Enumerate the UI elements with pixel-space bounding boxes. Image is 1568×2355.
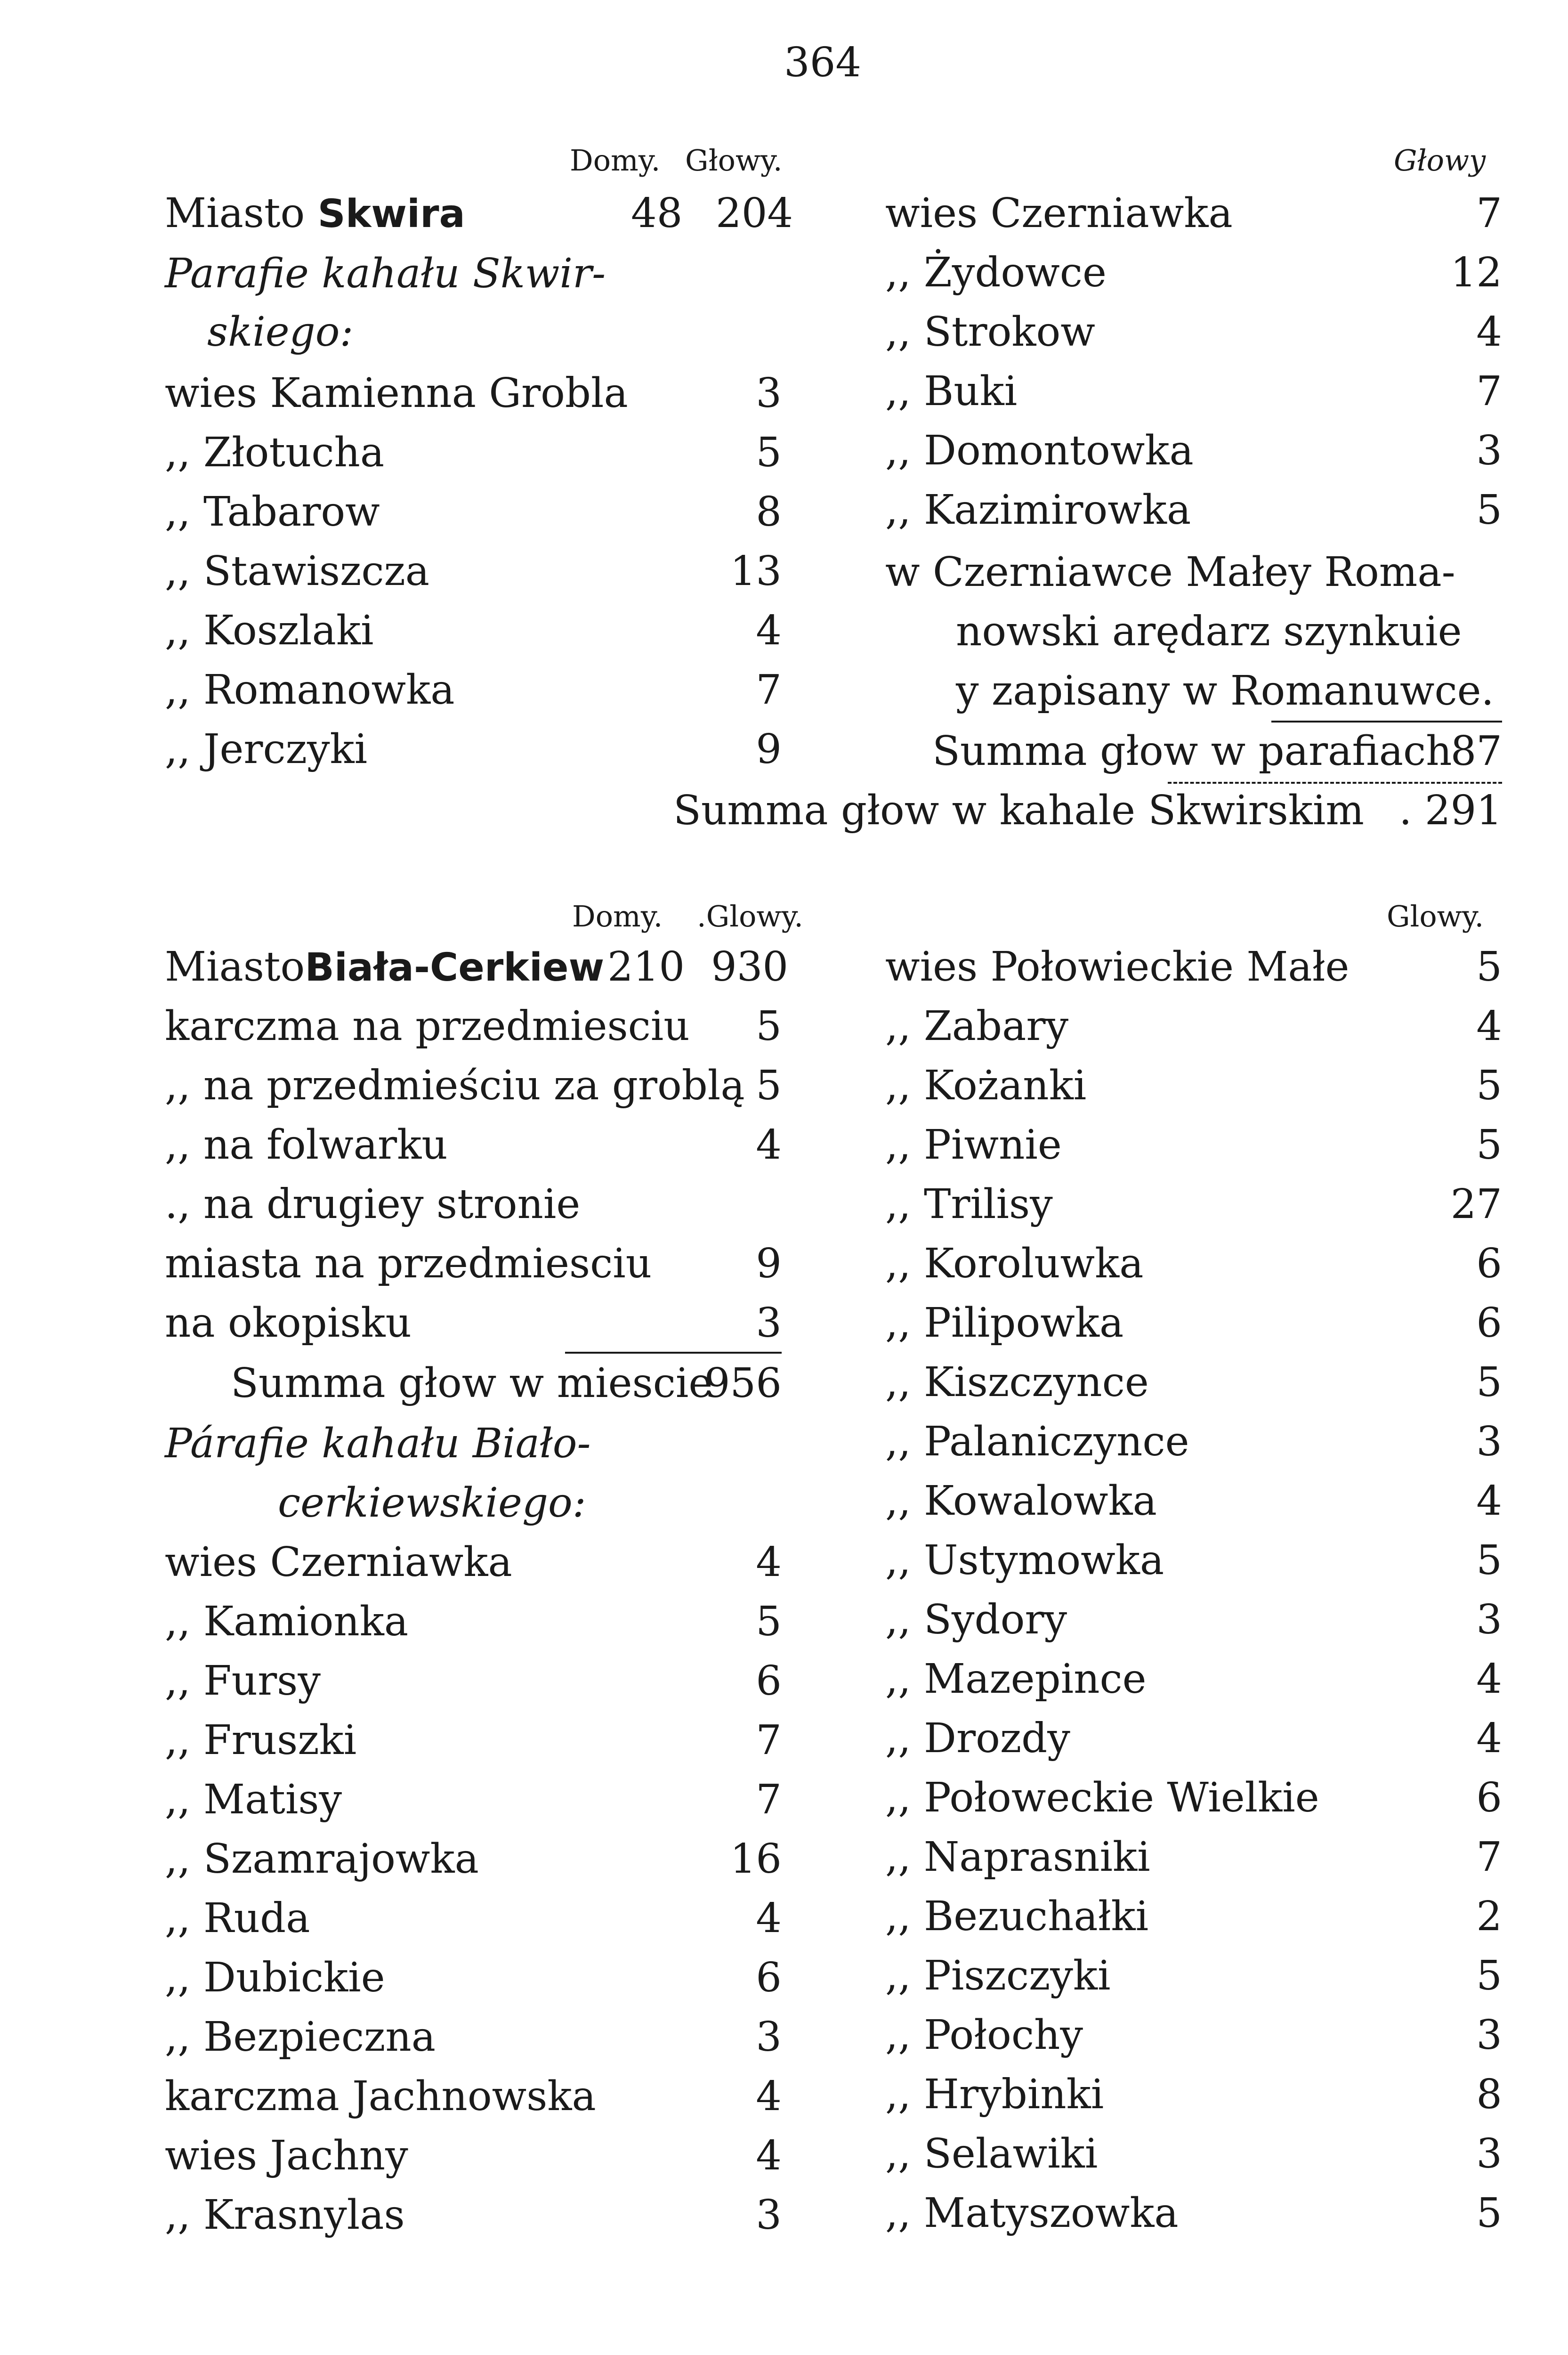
town-prefix: Miasto [165, 943, 305, 991]
document-page: 364 Domy. Głowy. Głowy Miasto Skwira 48 204 Parafie kahału Skwir- skiego: wies Kamienna Grobla 3 ,, Złotucha 5 ,, Tabarow 8 ,, Stawiszcza 13 ,, Koszlaki 4 ,, Romanowka 7 ,, Jerczyki 9 wies Czerniawka 7 ,, Żydowce 12 ,, Strokow 4 ,, Buki 7 ,, Domontowka 3 ,, Kazimirowka 5 w Czerniawce Małey Roma- nowski arędarz szynkuie y zapisany w Romanuwce. Summa głow w parafiach 87 Summa głow w kahale Skwirskim . 291 Domy. .Glowy. Glowy. MiastoBiała-Cerkiew 210 930 karczma na przedmiesciu 5 ,, na przedmieściu za groblą 5 ,, na folwarku 4 ., na drugiey stronie miasta na przedmiesciu 9 na okopisku 3 Summa głow w miescie 956 Párafie kahału Biało- cerkiewskiego: wies Czerniawka 4 ,, Kamionka 5 ,, Fursy 6 ,, Fruszki 7 ,, Matisy 7 ,, Szamrajowka 16 ,, Ruda 4 ,, Dubickie 6 ,, Bezpieczna 3 karczma Jachnowska 4 wies Jachny 4 ,, Krasnylas 3 wies Połowieckie Małe 5 ,, Zabary 4 ,, Kożanki 5 ,, Piwnie 5 ,, Trilisy 27 ,, Koroluwka 6 ,, Pilipowka 6 ,, Kiszczynce 5 ,, Palaniczynce 3 ,, Kowalowka 4 ,, Ustymowka 5 ,, Sydory 3 ,, Mazepince 4 ,, Drozdy 4 ,, Połoweckie Wielkie 6 ,, Naprasniki 7 ,, Bezuchałki 2 ,, Piszczyki 5 ,, Połochy 3 ,, Hrybinki 8 ,, Selawiki 3 ,, Matyszowka 5 [0, 0, 1568, 2355]
divider-rule [1271, 721, 1502, 723]
entry-name: ,, Zabary [885, 1003, 1069, 1050]
entry-count: 4 [756, 1539, 782, 1586]
town-houses: 48 [631, 190, 683, 237]
divider-rule [1168, 782, 1502, 784]
entry-count: 6 [1476, 1774, 1502, 1821]
entry-count: 3 [1476, 427, 1502, 474]
header-glowy: .Glowy. [697, 899, 803, 934]
entry-name: ,, Ruda [165, 1895, 310, 1942]
entry-name: ,, Szamrajowka [165, 1835, 479, 1883]
town-heading [165, 190, 465, 237]
entry-name: ,, Fruszki [165, 1717, 357, 1764]
entry-name: ,, na przedmieściu za groblą [165, 1062, 745, 1109]
entry-name: wies Połowieckie Małe [885, 943, 1350, 991]
entry-name: ,, Koszlaki [165, 607, 374, 654]
sum-town-value: 956 [704, 1360, 782, 1407]
entry-count: 12 [1450, 249, 1502, 296]
entry-name: ,, Tabarow [165, 488, 380, 536]
entry-count: 6 [1476, 1299, 1502, 1347]
entry-name: wies Kamienna Grobla [165, 370, 628, 417]
entry-count: 4 [1476, 1478, 1502, 1525]
entry-count: 7 [1476, 368, 1502, 415]
header-glowy-right: Głowy [1394, 143, 1486, 178]
entry-count: 5 [756, 429, 782, 476]
entry-count: 27 [1450, 1181, 1502, 1228]
entry-count: 8 [756, 488, 782, 536]
entry-count: 7 [1476, 190, 1502, 237]
entry-count: 13 [730, 548, 782, 595]
entry-count: 5 [756, 1062, 782, 1109]
town-name: Skwira [317, 192, 465, 236]
sum-parishes-label: Summa głow w parafiach [932, 728, 1452, 775]
sum-kahal-value: . 291 [1399, 787, 1502, 834]
entry-count: 7 [756, 1776, 782, 1823]
entry-name: wies Jachny [165, 2132, 408, 2179]
entry-name: ,, Krasnylas [165, 2192, 405, 2239]
town-heading [165, 943, 605, 991]
parish-heading-cont: cerkiewskiego: [278, 1479, 586, 1527]
entry-count: 5 [1476, 2190, 1502, 2237]
entry-name: ,, Piszczyki [885, 1952, 1111, 1999]
entry-name: ,, Buki [885, 368, 1018, 415]
sum-parishes-value: 87 [1450, 728, 1502, 775]
note-line: y zapisany w Romanuwce. [956, 667, 1494, 715]
entry-count: 3 [1476, 1596, 1502, 1643]
entry-name: ,, Kowalowka [885, 1478, 1157, 1525]
entry-count: 5 [1476, 487, 1502, 534]
entry-name: ,, Mazepince [885, 1656, 1147, 1703]
entry-name: ., na drugiey stronie [165, 1181, 581, 1228]
entry-count: 3 [756, 370, 782, 417]
entry-name: ,, Kamionka [165, 1598, 409, 1645]
entry-name: ,, Matisy [165, 1776, 342, 1823]
entry-count: 5 [1476, 1952, 1502, 1999]
entry-count: 5 [1476, 1062, 1502, 1109]
town-heads: 204 [716, 190, 793, 237]
entry-count: 3 [756, 2192, 782, 2239]
entry-count: 3 [1476, 2012, 1502, 2059]
town-houses: 210 [607, 943, 685, 991]
entry-count: 4 [756, 1121, 782, 1169]
entry-name: ,, Koroluwka [885, 1240, 1144, 1287]
divider-rule [565, 1352, 782, 1354]
entry-name: na okopisku [165, 1299, 412, 1347]
entry-name: ,, Jerczyki [165, 726, 368, 773]
entry-name: ,, Trilisy [885, 1181, 1053, 1228]
entry-count: 4 [756, 1895, 782, 1942]
entry-name: ,, Kożanki [885, 1062, 1087, 1109]
entry-count: 7 [756, 1717, 782, 1764]
entry-name: ,, Domontowka [885, 427, 1194, 474]
entry-count: 9 [756, 726, 782, 773]
entry-count: 6 [1476, 1240, 1502, 1287]
entry-name: miasta na przedmiesciu [165, 1240, 652, 1287]
note-line: w Czerniawce Małey Roma- [885, 549, 1455, 596]
entry-name: ,, Połochy [885, 2012, 1083, 2059]
entry-name: ,, Palaniczynce [885, 1418, 1189, 1465]
sum-kahal-label: Summa głow w kahale Skwirskim [673, 787, 1364, 834]
header-domy: Domy. [570, 143, 661, 178]
entry-name: karczma na przedmiesciu [165, 1003, 690, 1050]
entry-count: 5 [756, 1598, 782, 1645]
entry-count: 4 [1476, 309, 1502, 356]
entry-count: 6 [756, 1657, 782, 1705]
entry-name: ,, Romanowka [165, 666, 455, 714]
entry-count: 2 [1476, 1893, 1502, 1940]
entry-count: 4 [756, 2132, 782, 2179]
entry-name: ,, Piwnie [885, 1121, 1062, 1169]
entry-name: ,, Żydowce [885, 249, 1107, 296]
entry-count: 5 [1476, 1359, 1502, 1406]
entry-name: wies Czerniawka [165, 1539, 512, 1586]
entry-count: 5 [1476, 1537, 1502, 1584]
town-prefix: Miasto [165, 190, 305, 237]
entry-name: ,, Ustymowka [885, 1537, 1164, 1584]
header-glowy: Głowy. [685, 143, 783, 178]
entry-name: ,, Sydory [885, 1596, 1067, 1643]
entry-name: ,, Kiszczynce [885, 1359, 1149, 1406]
parish-heading: Párafie kahału Biało- [165, 1420, 591, 1467]
entry-count: 4 [756, 607, 782, 654]
entry-count: 3 [756, 2014, 782, 2061]
entry-name: ,, Selawiki [885, 2130, 1098, 2177]
entry-count: 5 [1476, 1121, 1502, 1169]
entry-count: 16 [730, 1835, 782, 1883]
entry-count: 9 [756, 1240, 782, 1287]
entry-count: 3 [1476, 1418, 1502, 1465]
entry-name: ,, Bezpieczna [165, 2014, 436, 2061]
entry-count: 4 [756, 2073, 782, 2120]
note-line: nowski arędarz szynkuie [956, 608, 1462, 655]
entry-count: 4 [1476, 1003, 1502, 1050]
entry-name: ,, Stawiszcza [165, 548, 430, 595]
header-glowy-right: Glowy. [1387, 899, 1484, 934]
entry-name: ,, Matyszowka [885, 2190, 1179, 2237]
entry-name: ,, Hrybinki [885, 2071, 1104, 2118]
entry-name: ,, Dubickie [165, 1954, 385, 2001]
town-heads: 930 [711, 943, 789, 991]
entry-name: ,, Strokow [885, 309, 1095, 356]
entry-count: 6 [756, 1954, 782, 2001]
sum-town-label: Summa głow w miescie [231, 1360, 713, 1407]
entry-name: ,, Bezuchałki [885, 1893, 1149, 1940]
entry-count: 7 [756, 666, 782, 714]
entry-count: 5 [1476, 943, 1502, 991]
parish-heading: Parafie kahału Skwir- [165, 250, 606, 297]
entry-name: ,, na folwarku [165, 1121, 448, 1169]
entry-count: 4 [1476, 1656, 1502, 1703]
entry-name: ,, Połoweckie Wielkie [885, 1774, 1319, 1821]
entry-name: karczma Jachnowska [165, 2073, 596, 2120]
town-name: Biała-Cerkiew [305, 945, 605, 990]
entry-count: 5 [756, 1003, 782, 1050]
parish-heading-cont: skiego: [207, 309, 354, 356]
entry-count: 3 [1476, 2130, 1502, 2177]
entry-count: 7 [1476, 1834, 1502, 1881]
header-domy: Domy. [572, 899, 663, 934]
entry-count: 3 [756, 1299, 782, 1347]
entry-name: ,, Złotucha [165, 429, 385, 476]
entry-name: ,, Fursy [165, 1657, 321, 1705]
entry-name: ,, Drozdy [885, 1715, 1070, 1762]
entry-name: ,, Kazimirowka [885, 487, 1191, 534]
entry-name: ,, Naprasniki [885, 1834, 1150, 1881]
entry-count: 4 [1476, 1715, 1502, 1762]
entry-name: ,, Pilipowka [885, 1299, 1124, 1347]
entry-count: 8 [1476, 2071, 1502, 2118]
entry-name: wies Czerniawka [885, 190, 1233, 237]
